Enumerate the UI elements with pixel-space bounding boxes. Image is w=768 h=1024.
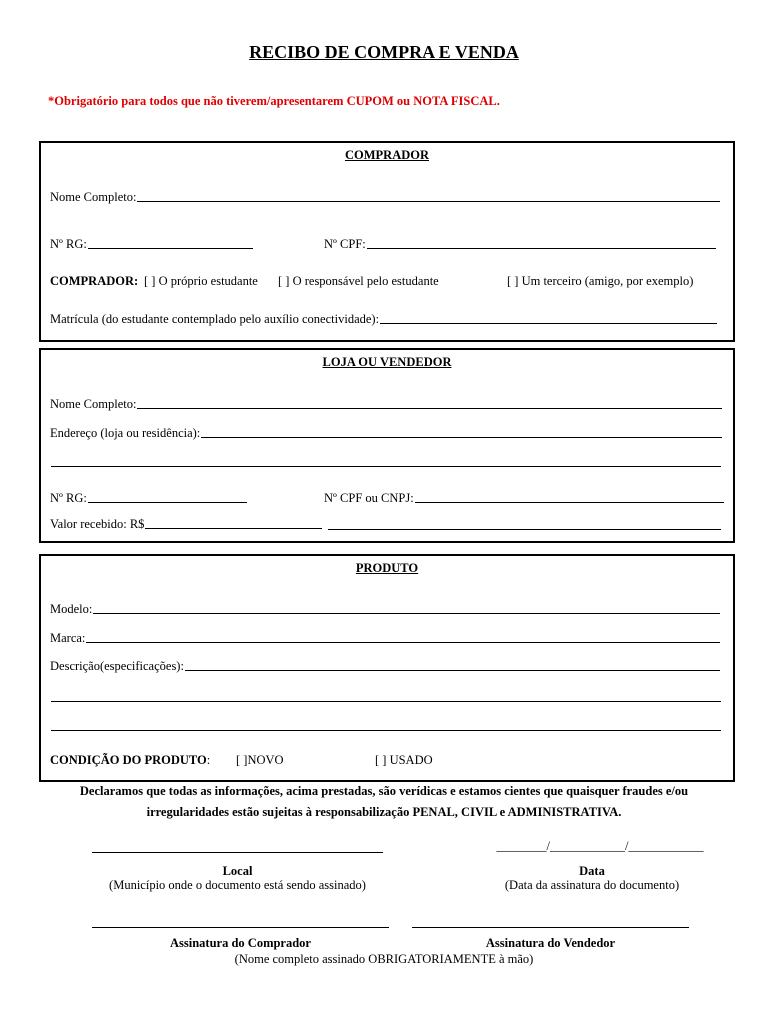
seller-cpf-cnpj-label: Nº CPF ou CNPJ: — [324, 491, 414, 505]
seller-address-line-2[interactable] — [51, 466, 721, 467]
buyer-type-label: COMPRADOR: — [50, 274, 139, 288]
model-label: Modelo: — [50, 602, 93, 616]
seller-signature-line[interactable] — [412, 927, 689, 928]
condition-option-used[interactable]: [ ] USADO — [375, 753, 433, 767]
mandatory-notice: *Obrigatório para todos que não tiverem/apresentarem CUPOM ou NOTA FISCAL. — [48, 94, 500, 108]
local-hint: (Município onde o documento está sendo assinado) — [109, 878, 366, 892]
signature-note: (Nome completo assinado OBRIGATORIAMENTE à mão) — [234, 952, 534, 966]
enrollment-field[interactable] — [50, 312, 717, 327]
seller-section — [39, 348, 735, 543]
brand-field[interactable] — [50, 631, 720, 646]
buyer-name-label: Nome Completo: — [50, 190, 137, 204]
date-hint: (Data da assinatura do documento) — [504, 878, 680, 892]
condition-option-new[interactable]: [ ]NOVO — [236, 753, 284, 767]
amount-received-label: Valor recebido: R$ — [50, 517, 145, 531]
buyer-rg-label: Nº RG: — [50, 237, 87, 251]
seller-rg-field[interactable] — [50, 491, 247, 506]
buyer-signature-line[interactable] — [92, 927, 389, 928]
buyer-cpf-field[interactable] — [324, 237, 716, 252]
description-field[interactable] — [50, 659, 720, 674]
seller-address-label: Endereço (loja ou residência): — [50, 426, 201, 440]
document-title: RECIBO DE COMPRA E VENDA — [249, 42, 519, 62]
seller-address-field[interactable] — [50, 426, 722, 441]
product-heading: PRODUTO — [355, 561, 419, 575]
buyer-option-third-party[interactable]: [ ] Um terceiro (amigo, por exemplo) — [507, 274, 694, 288]
condition-label — [50, 753, 210, 768]
seller-name-label: Nome Completo: — [50, 397, 137, 411]
buyer-heading: COMPRADOR — [344, 148, 429, 162]
buyer-option-student[interactable]: [ ] O próprio estudante — [144, 274, 258, 288]
buyer-option-guardian[interactable]: [ ] O responsável pelo estudante — [278, 274, 439, 288]
seller-cpf-cnpj-field[interactable] — [324, 491, 724, 506]
condition-label-colon: : — [206, 753, 211, 767]
local-label: Local — [222, 864, 253, 878]
condition-label-text: CONDIÇÃO DO PRODUTO — [50, 753, 207, 767]
description-line-3[interactable] — [51, 730, 721, 731]
declaration-line-2: irregularidades estão sujeitas à responsabilização PENAL, CIVIL e ADMINISTRATIVA. — [146, 805, 622, 819]
seller-heading: LOJA OU VENDEDOR — [322, 355, 452, 369]
model-field[interactable] — [50, 602, 720, 617]
date-label: Data — [579, 864, 605, 878]
description-label: Descrição(especificações): — [50, 659, 184, 673]
buyer-rg-field[interactable] — [50, 237, 253, 252]
buyer-section — [39, 141, 735, 342]
date-blank[interactable]: ________/____________/____________ — [496, 839, 704, 853]
buyer-signature-label: Assinatura do Comprador — [170, 936, 311, 950]
buyer-name-field[interactable] — [50, 190, 720, 205]
local-signature-line[interactable] — [92, 852, 383, 853]
seller-rg-label: Nº RG: — [50, 491, 87, 505]
seller-name-field[interactable] — [50, 397, 722, 412]
buyer-cpf-label: Nº CPF: — [324, 237, 366, 251]
seller-signature-label: Assinatura do Vendedor — [485, 936, 616, 950]
product-section — [39, 554, 735, 782]
declaration-line-1: Declaramos que todas as informações, acima prestadas, são verídicas e estamos cientes que quaisquer fraudes e/ou — [79, 784, 689, 798]
amount-received-line-2[interactable] — [328, 529, 721, 530]
amount-received-field[interactable] — [50, 517, 322, 532]
brand-label: Marca: — [50, 631, 86, 645]
enrollment-label: Matrícula (do estudante contemplado pelo auxílio conectividade): — [50, 312, 380, 326]
description-line-2[interactable] — [51, 701, 721, 702]
